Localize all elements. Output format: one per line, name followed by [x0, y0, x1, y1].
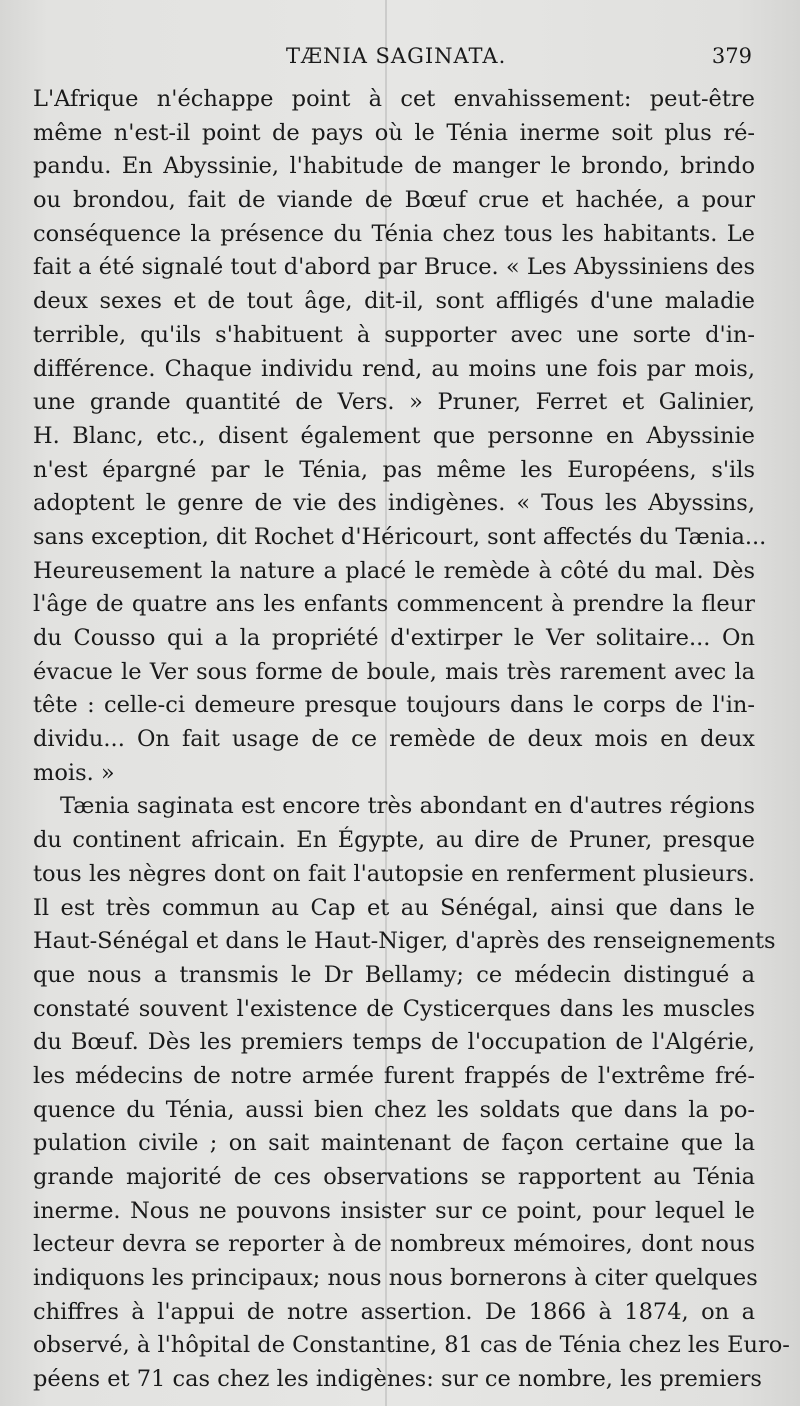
text-line: ou brondou, fait de viande de Bœuf crue et hachée, a pour	[33, 187, 755, 214]
text-line: conséquence la présence du Ténia chez tous les habitants. Le	[33, 220, 755, 247]
text-line: mois. »	[33, 759, 115, 786]
text-line: évacue le Ver sous forme de boule, mais très rarement avec la	[33, 658, 755, 685]
text-line: terrible, qu'ils s'habituent à supporter avec une sorte d'in-	[33, 321, 755, 348]
text-line: du Bœuf. Dès les premiers temps de l'occupation de l'Algérie,	[33, 1029, 755, 1056]
text-line: chiffres à l'appui de notre assertion. De 1866 à 1874, on a	[33, 1298, 755, 1325]
text-line: l'âge de quatre ans les enfants commencent à prendre la fleur	[33, 591, 755, 618]
text-line: grande majorité de ces observations se rapportent au Ténia	[33, 1164, 755, 1190]
text-line: même n'est-il point de pays où le Ténia inerme soit plus ré-	[33, 119, 755, 146]
text-line: pandu. En Abyssinie, l'habitude de manger le brondo, brindo	[33, 153, 755, 180]
body-text	[33, 83, 790, 1397]
text-line: lecteur devra se reporter à de nombreux mémoires, dont nous	[33, 1231, 755, 1258]
text-line: Il est très commun au Cap et au Sénégal, ainsi que dans le	[33, 894, 755, 921]
text-line: n'est épargné par le Ténia, pas même les Européens, s'ils	[33, 456, 755, 483]
text-line: tous les nègres dont on fait l'autopsie en renferment plusieurs.	[33, 860, 755, 887]
text-line: péens et 71 cas chez les indigènes: sur ce nombre, les premiers	[33, 1366, 762, 1393]
text-line: fait a été signalé tout d'abord par Bruce. « Les Abyssiniens des	[33, 254, 755, 281]
text-line: différence. Chaque individu rend, au moins une fois par mois,	[33, 355, 755, 382]
text-line: quence du Ténia, aussi bien chez les soldats que dans la po-	[33, 1096, 755, 1123]
text-line: inerme. Nous ne pouvons insister sur ce point, pour lequel le	[33, 1197, 755, 1224]
text-line: sans exception, dit Rochet d'Héricourt, sont affectés du Tænia...	[33, 523, 767, 550]
text-line: du Cousso qui a la propriété d'extirper le Ver solitaire... On	[33, 625, 755, 651]
text-line: deux sexes et de tout âge, dit-il, sont affligés d'une maladie	[33, 288, 755, 315]
text-line: Haut-Sénégal et dans le Haut-Niger, d'après des renseignements	[33, 928, 776, 955]
text-line: pulation civile ; on sait maintenant de façon certaine que la	[33, 1130, 755, 1157]
text-line: constaté souvent l'existence de Cysticerques dans les muscles	[33, 995, 755, 1022]
page-number: 379	[711, 44, 752, 68]
text-line: indiquons les principaux; nous nous bornerons à citer quelques	[33, 1265, 758, 1292]
text-line: Heureusement la nature a placé le remède à côté du mal. Dès	[33, 557, 755, 584]
text-line: du continent africain. En Égypte, au dire de Pruner, presque	[33, 827, 755, 854]
text-line: adoptent le genre de vie des indigènes. « Tous les Abyssins,	[33, 490, 755, 517]
text-line: que nous a transmis le Dr Bellamy; ce médecin distingué a	[33, 961, 755, 988]
text-line: L'Afrique n'échappe point à cet envahissement: peut-être	[33, 86, 755, 112]
text-line: H. Blanc, etc., disent également que personne en Abyssinie	[33, 422, 755, 449]
text-line: Tænia saginata est encore très abondant en d'autres régions	[60, 793, 755, 820]
text-line: tête : celle-ci demeure presque toujours dans le corps de l'in-	[33, 692, 755, 719]
page-header	[0, 40, 800, 76]
text-line: dividu... On fait usage de ce remède de deux mois en deux	[33, 726, 755, 753]
text-line: observé, à l'hôpital de Constantine, 81 cas de Ténia chez les Euro-	[33, 1332, 790, 1359]
text-line: les médecins de notre armée furent frappés de l'extrême fré-	[33, 1062, 755, 1089]
text-line: une grande quantité de Vers. » Pruner, Ferret et Galinier,	[33, 389, 755, 416]
running-title: TÆNIA SAGINATA.	[286, 44, 507, 68]
